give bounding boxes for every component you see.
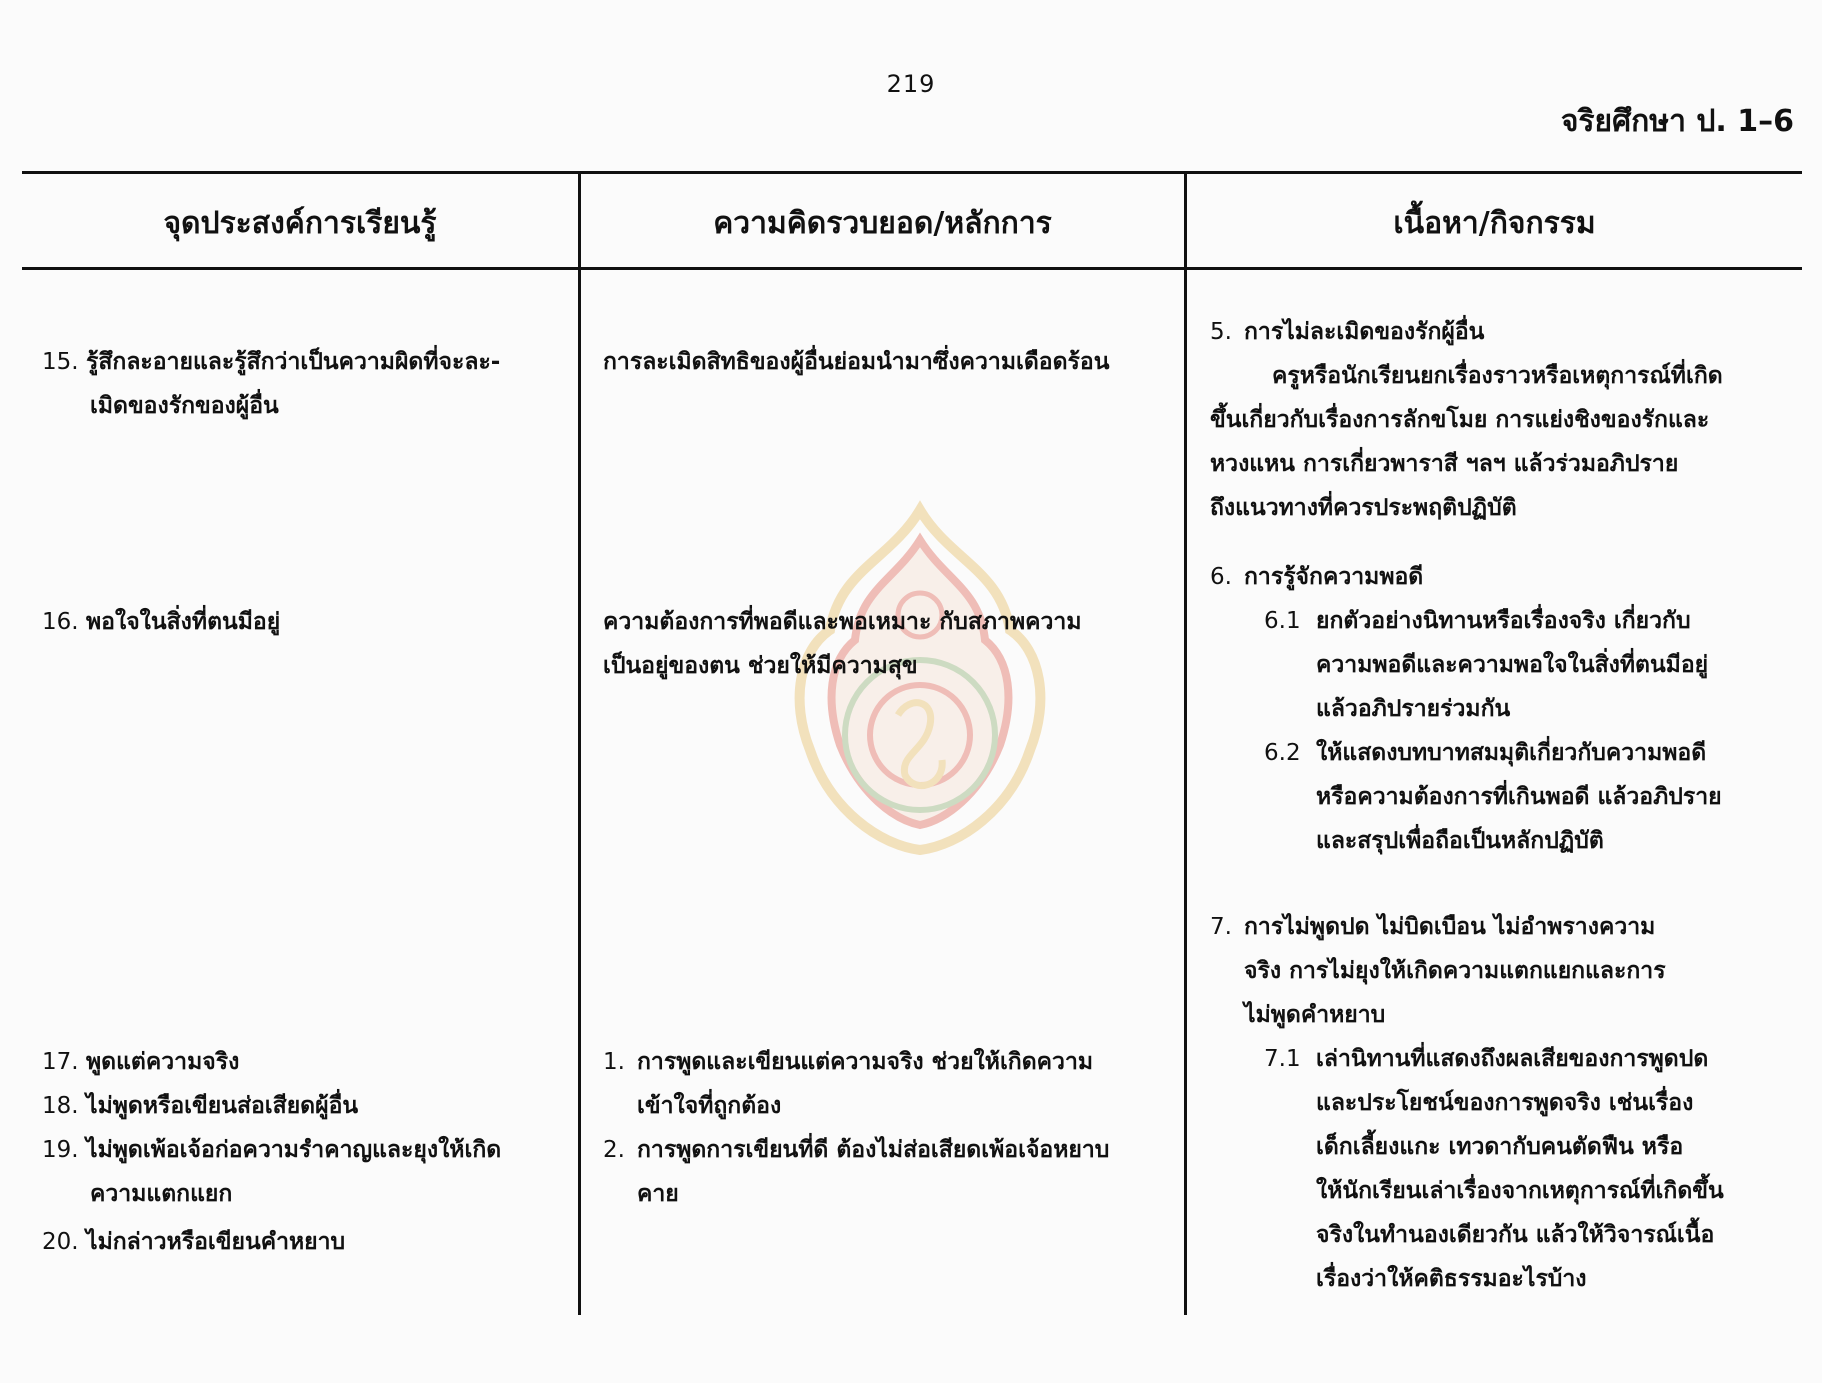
concept-17-2 [603, 1128, 1173, 1216]
content-text: และสรุปเพื่อถือเป็นหลักปฏิบัติ [1316, 828, 1604, 854]
objective-19 [42, 1128, 572, 1216]
objective-number: 15. [42, 349, 79, 375]
content-text: จริงในทำนองเดียวกัน แล้วให้วิจารณ์เนื้อ [1316, 1222, 1715, 1248]
content-number: 6. [1210, 564, 1232, 590]
content-section-5 [1210, 310, 1790, 530]
content-text: ไม่พูดคำหยาบ [1244, 1002, 1386, 1028]
content-text: แล้วอภิปรายร่วมกัน [1316, 696, 1511, 722]
content-title: การไม่ละเมิดของรักผู้อื่น [1244, 319, 1485, 345]
content-title: การไม่พูดปด ไม่บิดเบือน ไม่อำพรางความ [1244, 914, 1656, 940]
content-text: เรื่องว่าให้คติธรรมอะไรบ้าง [1316, 1266, 1587, 1292]
objective-15 [42, 340, 572, 428]
objective-text: ไม่กล่าวหรือเขียนคำหยาบ [86, 1229, 346, 1255]
content-text: ให้นักเรียนเล่าเรื่องจากเหตุการณ์ที่เกิดขึ้น [1316, 1178, 1724, 1204]
content-subnumber: 6.2 [1264, 740, 1301, 766]
objective-17 [42, 1040, 572, 1084]
concept-text: เข้าใจที่ถูกต้อง [637, 1093, 782, 1119]
objective-text: รู้สึกละอายและรู้สึกว่าเป็นความผิดที่จะละ- [86, 349, 501, 375]
concept-text: การพูดการเขียนที่ดี ต้องไม่ส่อเสียดเพ้อเจ้อหยาบ [637, 1137, 1110, 1163]
content-text: และประโยชน์ของการพูดจริง เช่นเรื่อง [1316, 1090, 1694, 1116]
content-text: ถึงแนวทางที่ควรประพฤติปฏิบัติ [1210, 495, 1517, 521]
table-header-rule [22, 267, 1802, 270]
objective-text: ความแตกแยก [90, 1181, 233, 1207]
content-text: ความพอดีและความพอใจในสิ่งที่ตนมีอยู่ [1316, 652, 1709, 678]
content-text: หวงแหน การเกี่ยวพาราสี ฯลฯ แล้วร่วมอภิปราย [1210, 451, 1679, 477]
content-subnumber: 6.1 [1264, 608, 1301, 634]
running-head: จริยศึกษา ป. 1–6 [1560, 104, 1794, 139]
objective-text: ไม่พูดหรือเขียนส่อเสียดผู้อื่น [86, 1093, 359, 1119]
objective-text: ไม่พูดเพ้อเจ้อก่อความรำคาญและยุงให้เกิด [86, 1137, 502, 1163]
column-divider-2 [1184, 173, 1187, 1315]
objective-16 [42, 600, 572, 644]
content-text: เล่านิทานที่แสดงถึงผลเสียของการพูดปด [1316, 1046, 1709, 1072]
concept-text: การละเมิดสิทธิของผู้อื่นย่อมนำมาซึ่งความเดือดร้อน [603, 349, 1110, 375]
concept-text: คาย [637, 1181, 679, 1207]
objective-number: 20. [42, 1229, 79, 1255]
concept-15 [603, 340, 1173, 384]
objective-number: 18. [42, 1093, 79, 1119]
content-text: จริง การไม่ยุงให้เกิดความแตกแยกและการ [1244, 958, 1666, 984]
concept-16 [603, 600, 1173, 688]
concept-text: การพูดและเขียนแต่ความจริง ช่วยให้เกิดความ [637, 1049, 1094, 1075]
content-text: เด็กเลี้ยงแกะ เทวดากับคนตัดฟืน หรือ [1316, 1134, 1684, 1160]
content-text: ยกตัวอย่างนิทานหรือเรื่องจริง เกี่ยวกับ [1316, 608, 1691, 634]
content-text: ให้แสดงบทบาทสมมุติเกี่ยวกับความพอดี [1316, 740, 1707, 766]
concept-number: 1. [603, 1049, 625, 1075]
concept-text: เป็นอยู่ของตน ช่วยให้มีความสุข [603, 653, 918, 679]
column-divider-1 [578, 173, 581, 1315]
content-section-7 [1210, 905, 1790, 1301]
content-subnumber: 7.1 [1264, 1046, 1301, 1072]
column-header-objectives: จุดประสงค์การเรียนรู้ [163, 206, 437, 241]
content-number: 7. [1210, 914, 1232, 940]
objective-20 [42, 1220, 572, 1264]
content-text: หรือความต้องการที่เกินพอดี แล้วอภิปราย [1316, 784, 1722, 810]
page-number: 219 [886, 70, 936, 98]
content-section-6 [1210, 555, 1790, 863]
objective-text: พอใจในสิ่งที่ตนมีอยู่ [86, 609, 281, 635]
concept-number: 2. [603, 1137, 625, 1163]
content-title: การรู้จักความพอดี [1244, 564, 1424, 590]
concept-17-1 [603, 1040, 1173, 1128]
objective-18 [42, 1084, 572, 1128]
objective-number: 16. [42, 609, 79, 635]
concept-text: ความต้องการที่พอดีและพอเหมาะ กับสภาพความ [603, 609, 1082, 635]
column-header-concepts: ความคิดรวบยอด/หลักการ [713, 206, 1052, 241]
column-header-contents: เนื้อหา/กิจกรรม [1393, 206, 1596, 241]
objective-number: 19. [42, 1137, 79, 1163]
objective-number: 17. [42, 1049, 79, 1075]
content-text: ครูหรือนักเรียนยกเรื่องราวหรือเหตุการณ์ที่เกิด [1272, 363, 1723, 389]
objective-text: เมิดของรักของผู้อื่น [90, 393, 279, 419]
objective-text: พูดแต่ความจริง [86, 1049, 240, 1075]
table-top-rule [22, 171, 1802, 174]
content-text: ขึ้นเกี่ยวกับเรื่องการลักขโมย การแย่งชิงของรักและ [1210, 407, 1710, 433]
content-number: 5. [1210, 319, 1232, 345]
